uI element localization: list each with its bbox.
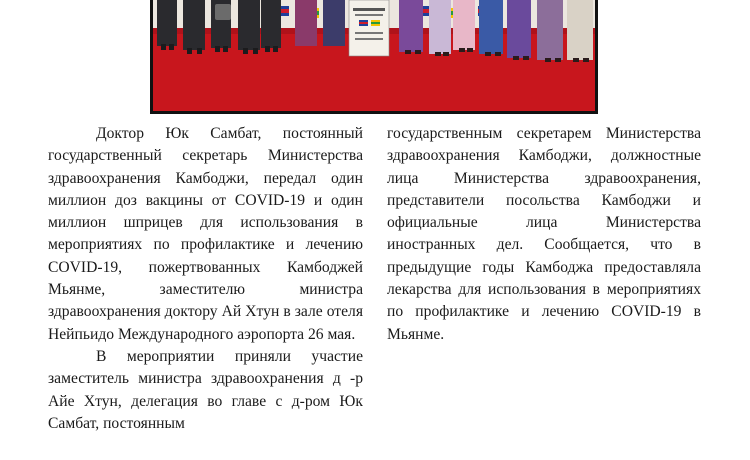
article-paragraph-3: государственным секретарем Министерства здравоохранения Камбоджи, должностные лица Министерства здравоохранения, представители посольства Камбоджи и официальные лица Министерства иностранных дел. Сообщается, что в предыдущие годы Камбоджа предоставляла лекарства для использования в мероприятиях по профилактике и лечению COVID-19 в Мьянме.: [387, 125, 701, 343]
article-paragraph-2: В мероприятии приняли участие заместитель министра здравоохранения д -р Айе Хтун, делегация во главе с д-ром Юк Самбат, постоянным: [48, 347, 363, 432]
article-column-right: [387, 123, 701, 346]
ceremony-photo-illustration: [153, 0, 595, 111]
article-paragraph-1: Доктор Юк Самбат, постоянный государственный секретарь Министерства здравоохранения Камбоджи, передал один миллион доз вакцины от COVID-19 и один миллион шприцев для использования в мероприятиях по профилактике и лечению COVID-19, пожертвованных Камбоджей Мьянме, заместителю министра здравоохранения доктору Ай Хтун в зале отеля Нейпьидо Международного аэропорта 26 мая.: [48, 125, 363, 343]
article-column-left: [48, 123, 363, 435]
ceremony-photo: [150, 0, 598, 114]
